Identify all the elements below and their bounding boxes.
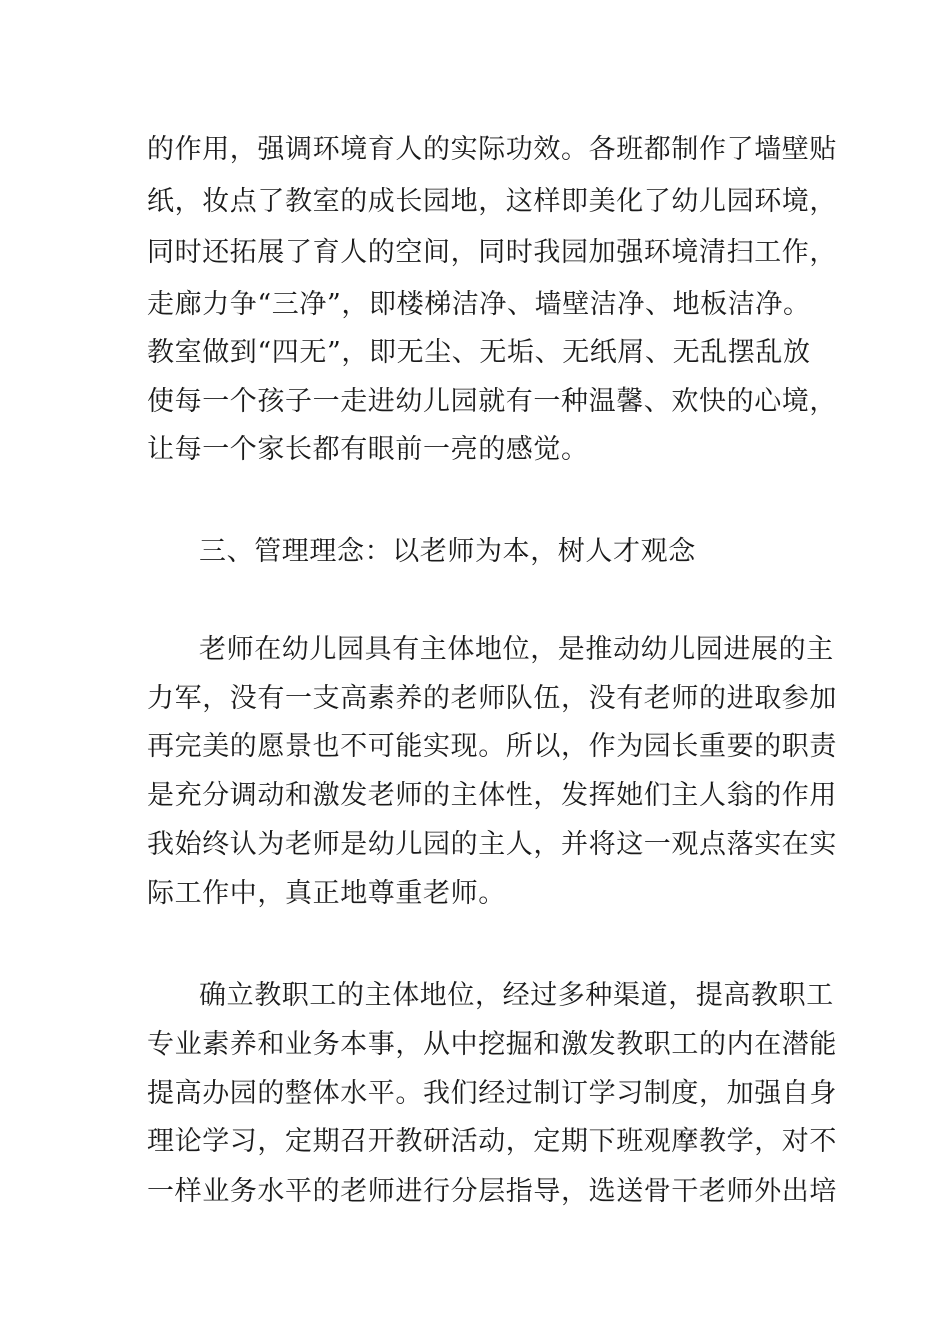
paragraph-line: 确立教职工的主体地位，经过多种渠道，提高教职工 bbox=[199, 980, 834, 1011]
paragraph-line: 力军，没有一支高素养的老师队伍，没有老师的进取参加 bbox=[147, 683, 837, 714]
paragraph-line: 再完美的愿景也不可能实现。所以，作为园长重要的职责 bbox=[147, 731, 837, 762]
paragraph-line: 际工作中，真正地尊重老师。 bbox=[147, 878, 506, 909]
paragraph-line: 同时还拓展了育人的空间，同时我园加强环境清扫工作， bbox=[147, 237, 837, 268]
paragraph-line: 纸，妆点了教室的成长园地，这样即美化了幼儿园环境， bbox=[147, 186, 837, 217]
paragraph-line: 教室做到“四无”，即无尘、无垢、无纸屑、无乱摆乱放 bbox=[147, 337, 811, 368]
paragraph-line: 使每一个孩子一走进幼儿园就有一种温馨、欢快的心境， bbox=[147, 386, 837, 417]
section-heading: 三、管理理念：以老师为本，树人才观念 bbox=[199, 536, 696, 567]
paragraph-line: 理论学习，定期召开教研活动，定期下班观摩教学，对不 bbox=[147, 1126, 837, 1157]
paragraph-line: 专业素养和业务本事，从中挖掘和激发教职工的内在潜能 bbox=[147, 1029, 837, 1060]
paragraph-line: 提高办园的整体水平。我们经过制订学习制度，加强自身 bbox=[147, 1078, 837, 1109]
paragraph-line: 走廊力争“三净”，即楼梯洁净、墙壁洁净、地板洁净。 bbox=[147, 289, 811, 320]
paragraph-line: 的作用，强调环境育人的实际功效。各班都制作了墙壁贴 bbox=[147, 134, 837, 165]
paragraph-line: 一样业务水平的老师进行分层指导，选送骨干老师外出培 bbox=[147, 1176, 837, 1207]
paragraph-line: 让每一个家长都有眼前一亮的感觉。 bbox=[147, 434, 589, 465]
paragraph-line: 是充分调动和激发老师的主体性，发挥她们主人翁的作用 bbox=[147, 780, 837, 811]
paragraph-line: 我始终认为老师是幼儿园的主人，并将这一观点落实在实 bbox=[147, 829, 837, 860]
paragraph-line: 老师在幼儿园具有主体地位，是推动幼儿园进展的主 bbox=[199, 634, 834, 665]
